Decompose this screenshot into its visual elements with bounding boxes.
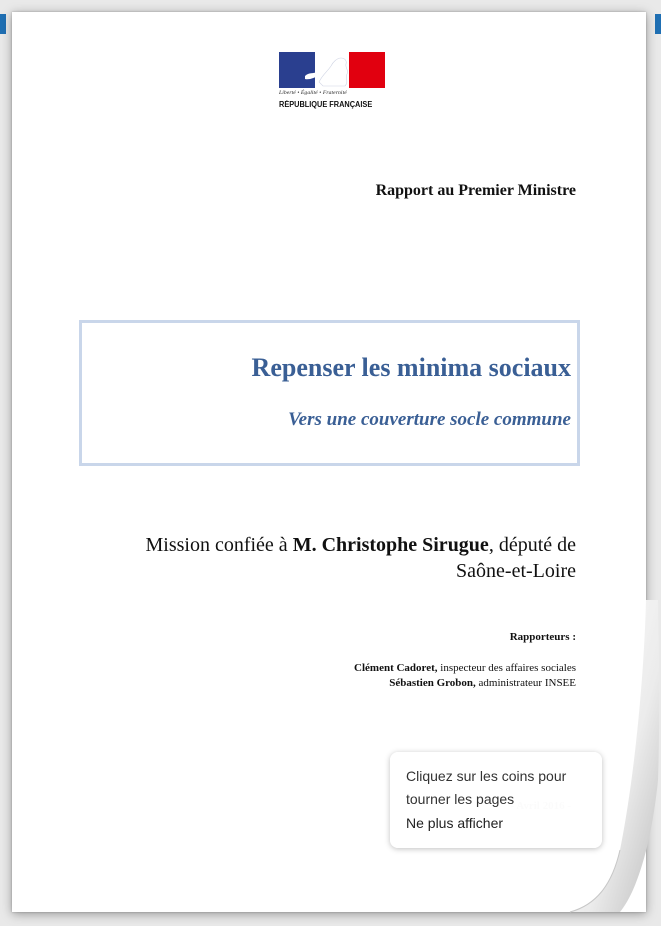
rapporteur-line xyxy=(354,662,576,674)
marianne-flag-icon xyxy=(279,52,385,88)
page-turn-tooltip xyxy=(390,752,602,848)
mission-role: , député de xyxy=(488,534,576,556)
document-subtitle: Vers une couverture socle commune xyxy=(288,409,571,430)
left-corner-marker xyxy=(0,14,6,34)
document-title: Repenser les minima sociaux xyxy=(251,353,571,382)
mission-statement xyxy=(56,532,576,584)
mission-prefix: Mission confiée à xyxy=(145,534,293,556)
right-corner-marker xyxy=(655,14,661,34)
rapporteurs-heading: Rapporteurs : xyxy=(509,631,576,643)
rapporteur-role: inspecteur des affaires sociales xyxy=(437,662,576,674)
mission-person: M. Christophe Sirugue xyxy=(292,534,489,556)
tooltip-text: Cliquez sur les coins pour tourner les pages xyxy=(406,768,567,807)
rapporteur-role: administrateur INSEE xyxy=(475,677,576,689)
mission-region: Saône-et-Loire xyxy=(456,560,576,582)
title-box xyxy=(79,320,580,466)
rapporteur-name: Sébastien Grobon, xyxy=(389,677,476,689)
rapporteur-name: Clément Cadoret, xyxy=(354,662,438,674)
rapporteur-line xyxy=(389,677,576,689)
republique-francaise-logo xyxy=(279,52,389,116)
republic-name: RÉPUBLIQUE FRANÇAISE xyxy=(279,100,373,109)
dismiss-tooltip-link[interactable]: Ne plus afficher xyxy=(406,815,504,831)
republic-motto: Liberté • Égalité • Fraternité xyxy=(279,90,347,96)
report-heading: Rapport au Premier Ministre xyxy=(375,182,576,199)
